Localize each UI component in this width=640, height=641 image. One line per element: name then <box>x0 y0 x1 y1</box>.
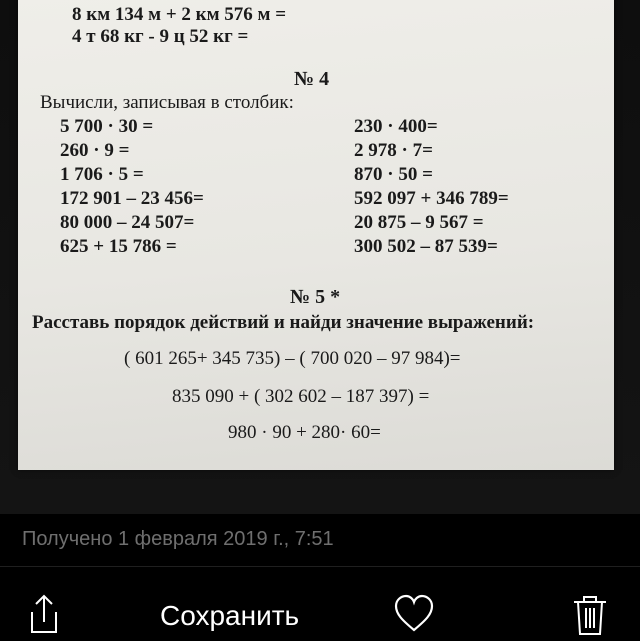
task4-instruction: Вычисли, записывая в столбик: <box>40 92 294 113</box>
favorite-button[interactable] <box>392 592 436 636</box>
toolbar-divider <box>0 566 640 567</box>
task5-instruction: Расставь порядок действий и найди значение выражений: <box>32 312 535 333</box>
task4-left-5: 80 000 – 24 507= <box>60 212 195 233</box>
delete-button[interactable] <box>568 592 612 636</box>
task4-right-1: 230 · 400= <box>354 116 438 137</box>
task4-left-6: 625 + 15 786 = <box>60 236 177 257</box>
task4-right-6: 300 502 – 87 539= <box>354 236 498 257</box>
top-line-1: 8 км 134 м + 2 км 576 м = <box>72 4 287 25</box>
heart-icon <box>392 592 436 636</box>
task4-left-4: 172 901 – 23 456= <box>60 188 204 209</box>
trash-icon <box>568 592 612 636</box>
task4-number: № 4 <box>294 68 330 90</box>
share-button[interactable] <box>22 592 66 636</box>
task4-right-5: 20 875 – 9 567 = <box>354 212 484 233</box>
task5-expression-1: ( 601 265+ 345 735) – ( 700 020 – 97 984)= <box>124 348 461 369</box>
share-icon <box>22 592 66 636</box>
task4-left-3: 1 706 · 5 = <box>60 164 144 185</box>
task4-right-3: 870 · 50 = <box>354 164 433 185</box>
save-button[interactable]: Сохранить <box>160 600 300 631</box>
received-date-label: Получено 1 февраля 2019 г., 7:51 <box>22 528 334 550</box>
task5-expression-3: 980 · 90 + 280· 60= <box>228 422 381 443</box>
task5-number: № 5 * <box>290 286 341 308</box>
task4-left-1: 5 700 · 30 = <box>60 116 154 137</box>
task4-right-4: 592 097 + 346 789= <box>354 188 509 209</box>
task4-right-2: 2 978 · 7= <box>354 140 433 161</box>
task5-expression-2: 835 090 + ( 302 602 – 187 397) = <box>172 386 430 407</box>
task4-left-2: 260 · 9 = <box>60 140 130 161</box>
worksheet <box>18 0 614 470</box>
top-line-2: 4 т 68 кг - 9 ц 52 кг = <box>72 26 249 47</box>
